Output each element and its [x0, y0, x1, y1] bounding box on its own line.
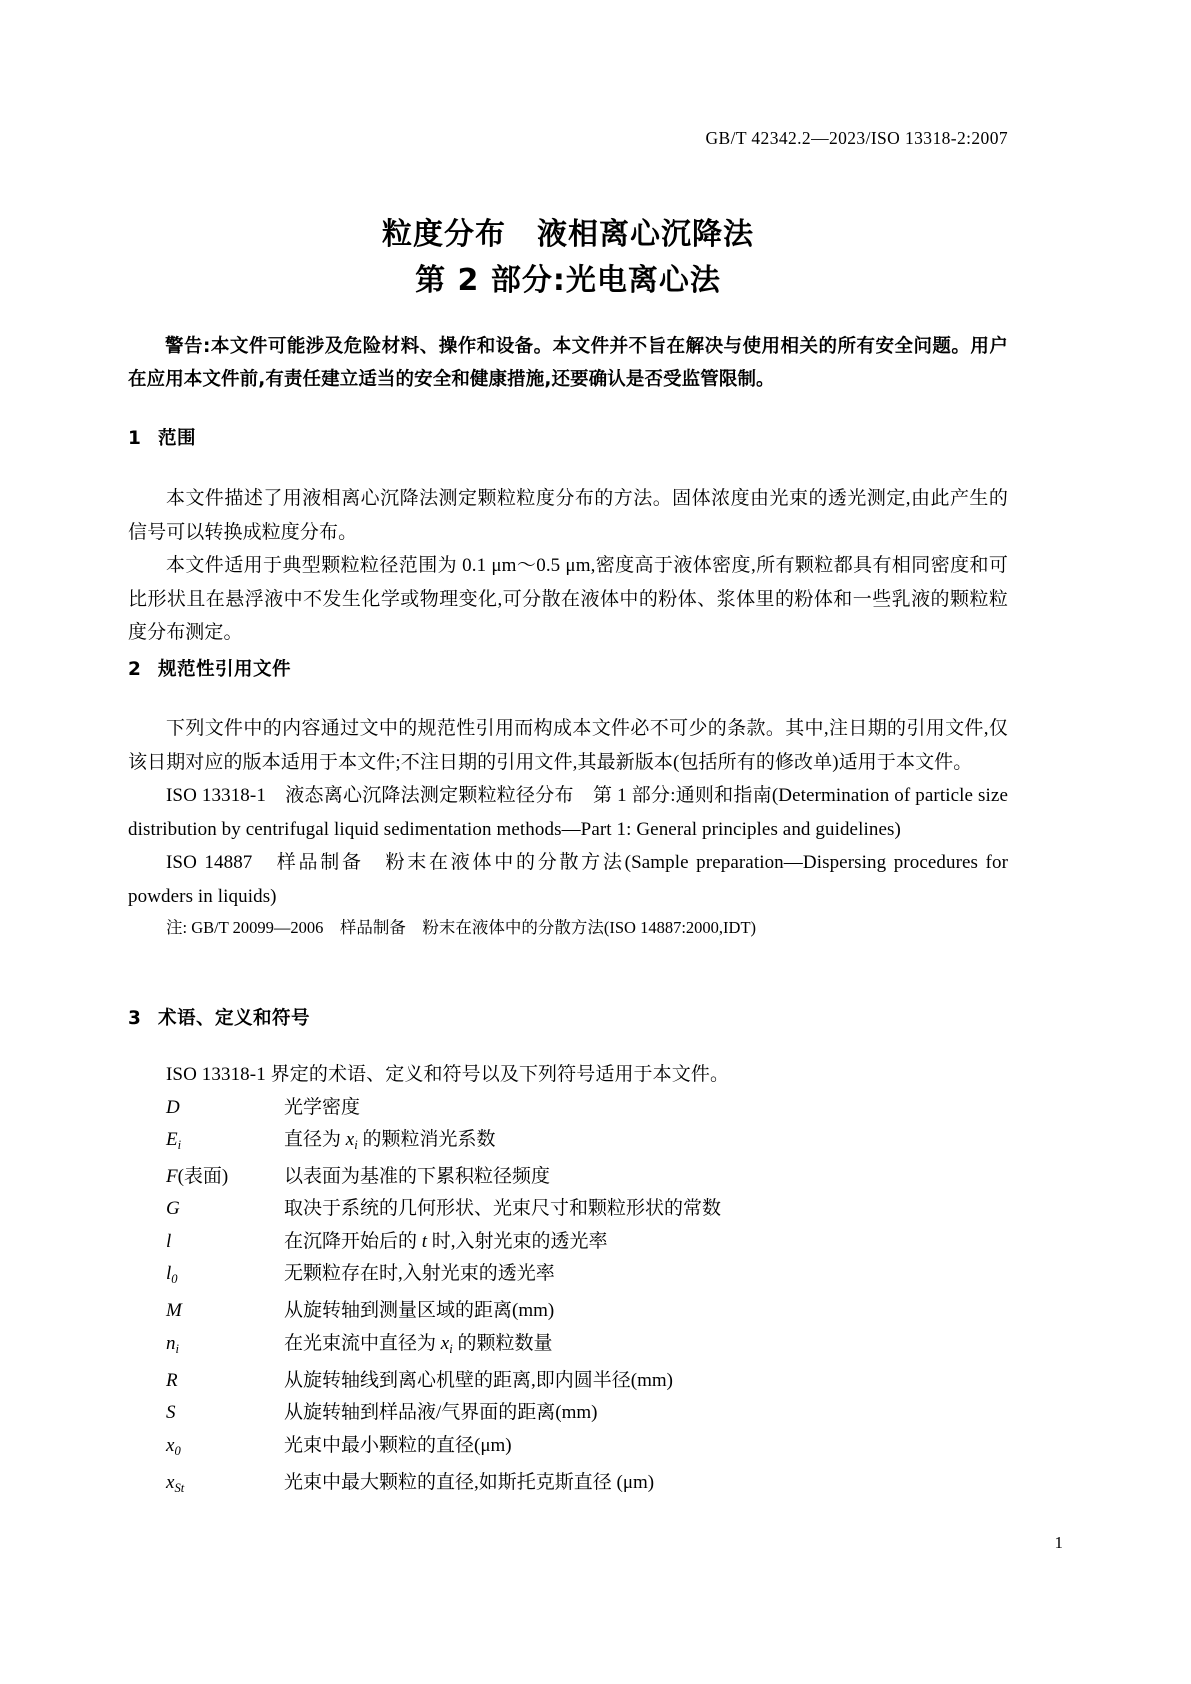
- section-3-heading: [128, 1004, 1008, 1030]
- symbol-definition: 取决于系统的几何形状、光束尺寸和颗粒形状的常数: [284, 1198, 722, 1220]
- symbol-row: [166, 1467, 721, 1504]
- section-2-number: 2: [128, 659, 142, 680]
- paragraph: ISO 13318-1 界定的术语、定义和符号以及下列符号适用于本文件。: [166, 1064, 730, 1085]
- warning-block: [128, 330, 1008, 396]
- symbol-name: $x_0$: [166, 1434, 181, 1458]
- symbol-name: M: [166, 1300, 182, 1322]
- symbol-row: [166, 1226, 721, 1258]
- symbol-definition: 以表面为基准的下累积粒径频度: [284, 1166, 551, 1188]
- symbol-name: F(表面): [166, 1166, 229, 1188]
- symbol-definition: 无颗粒存在时,入射光束的透光率: [284, 1263, 555, 1285]
- symbol-row: [166, 1161, 721, 1193]
- symbol-name: G: [166, 1198, 180, 1220]
- note-line: 注: GB/T 20099—2006 样品制备 粉末在液体中的分散方法(ISO 14887:2000,IDT): [166, 918, 757, 937]
- symbol-name: l: [166, 1230, 172, 1252]
- symbol-name: $E_i$: [166, 1128, 182, 1152]
- symbol-definition: 光学密度: [284, 1096, 361, 1118]
- symbol-definition: 直径为 $x_i$ 的颗粒消光系数: [284, 1128, 496, 1152]
- page-title: [128, 212, 1008, 304]
- reference-iso-13318-1: ISO 13318-1 液态离心沉降法测定颗粒粒径分布 第 1 部分:通则和指南(Determination of particle size distribution by centrifugal liquid sedimentation methods—Part 1: General principles and guidelines): [128, 785, 1008, 840]
- symbol-definition: 从旋转轴到测量区域的距离(mm): [284, 1300, 555, 1322]
- symbol-row: [166, 1092, 721, 1124]
- symbol-name: S: [166, 1402, 176, 1424]
- paragraph: 下列文件中的内容通过文中的规范性引用而构成本文件必不可少的条款。其中,注日期的引用文件,仅该日期对应的版本适用于本文件;不注日期的引用文件,其最新版本(包括所有的修改单)适用于本文件。: [128, 718, 1008, 773]
- symbol-row: [166, 1258, 721, 1295]
- section-2-body: [128, 712, 1008, 943]
- symbol-definition: 在光束流中直径为 $x_i$ 的颗粒数量: [284, 1332, 553, 1356]
- symbol-name: $n_i$: [166, 1332, 179, 1356]
- title-line-2: 第 2 部分:光电离心法: [415, 263, 721, 298]
- symbol-definition: 在沉降开始后的 t 时,入射光束的透光率: [284, 1230, 608, 1252]
- symbol-definition-list: [166, 1092, 721, 1505]
- page-number: 1: [1054, 1533, 1063, 1552]
- standard-number: GB/T 42342.2—2023/ISO 13318-2:2007: [705, 128, 1008, 148]
- section-2-heading: [128, 655, 1008, 681]
- symbol-row: [166, 1295, 721, 1327]
- running-header: [128, 128, 1008, 149]
- symbol-definition: 从旋转轴线到离心机壁的距离,即内圆半径(mm): [284, 1370, 673, 1391]
- symbol-name: D: [166, 1096, 180, 1118]
- section-3-number: 3: [128, 1008, 142, 1029]
- symbol-row: [166, 1397, 721, 1429]
- section-1-heading: [128, 424, 1008, 450]
- warning-line-2: 用户在应用本文件前,有责任建立适当的安全和健康措施,还要确认是否受监管限制。: [128, 336, 1009, 390]
- paragraph: 本文件描述了用液相离心沉降法测定颗粒粒度分布的方法。固体浓度由光束的透光测定,由此产生的信号可以转换成粒度分布。: [128, 488, 1008, 543]
- symbol-definition: 光束中最大颗粒的直径,如斯托克斯直径 (μm): [284, 1471, 655, 1493]
- section-1-body: [128, 482, 1008, 650]
- section-1-number: 1: [128, 428, 142, 449]
- symbol-name: $l_0$: [166, 1263, 178, 1287]
- symbol-row: [166, 1430, 721, 1467]
- reference-iso-14887: ISO 14887 样品制备 粉末在液体中的分散方法(Sample preparation—Dispersing procedures for powders in liquids): [128, 852, 1008, 907]
- title-line-1: 粒度分布 液相离心沉降法: [382, 217, 754, 252]
- section-1-title: 范围: [158, 428, 197, 449]
- paragraph: 本文件适用于典型颗粒粒径范围为 0.1 μm～0.5 μm,密度高于液体密度,所有颗粒都具有相同密度和可比形状且在悬浮液中不发生化学或物理变化,可分散在液体中的粉体、浆体里的粉体和一些乳液的颗粒粒度分布测定。: [128, 555, 1008, 643]
- section-3-body: [128, 1058, 1008, 1504]
- symbol-row: [166, 1365, 721, 1397]
- symbol-row: [166, 1124, 721, 1161]
- symbol-definition: 光束中最小颗粒的直径(μm): [284, 1434, 512, 1456]
- symbol-row: [166, 1193, 721, 1225]
- symbol-name: $x_{St}$: [166, 1471, 185, 1495]
- section-2-title: 规范性引用文件: [158, 659, 292, 680]
- symbol-definition: 从旋转轴到样品液/气界面的距离(mm): [284, 1402, 598, 1424]
- symbol-row: [166, 1328, 721, 1365]
- symbol-rows: [166, 1092, 721, 1505]
- warning-line-1: 警告:本文件可能涉及危险材料、操作和设备。本文件并不旨在解决与使用相关的所有安全问题。: [165, 336, 971, 357]
- section-3-title: 术语、定义和符号: [158, 1008, 311, 1029]
- symbol-name: R: [166, 1370, 178, 1391]
